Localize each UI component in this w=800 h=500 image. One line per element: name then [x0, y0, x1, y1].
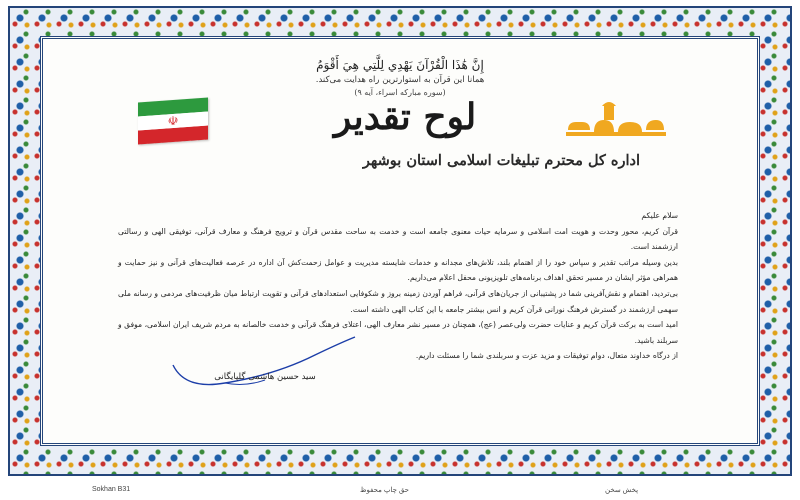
- verse-translation: همانا این قرآن به استوارترین راه هدایت می‌کند.: [315, 75, 485, 85]
- body-paragraph: بدین وسیله مراتب تقدیر و سپاس خود را از اهتمام بلند، تلاش‌های مجدانه و خدمات شایسته مدیریت و عوامل زحمت‌کش آن اداره در عرصه فعالیت‌های قرآنی و نیز حمایت و همراهی مؤثر ایشان در مسیر تحقق اهداف برنامه‌های تلویزیونی محفل اعلام می‌داریم.: [118, 257, 678, 283]
- footer-copyright: حق چاپ محفوظ: [360, 487, 410, 494]
- mosque-dome-logo-icon: [560, 100, 670, 142]
- addressee-line: اداره کل محترم تبلیغات اسلامی استان بوشهر: [362, 152, 640, 169]
- closing-line: از درگاه خداوند متعال، دوام توفیقات و مزید عزت و سربلندی شما را مسئلت داریم.: [415, 351, 678, 361]
- signer-name: سید حسین هاشمی گلپایگانی: [214, 372, 316, 382]
- body-paragraph: بی‌تردید، اهتمام و نقش‌آفرینی شما در پشتیبانی از جریان‌های قرآنی، فراهم آوردن زمینه بروز و شکوفایی استعدادهای قرآنی و تقویت ارتباط میان ظرفیت‌های مردمی و رسانه ملی سهمی ارزشمند در گسترش فرهنگ نورانی قرآن کریم و انس بیشتر جامعه با این کتاب الهی داشته است.: [118, 288, 678, 314]
- body-paragraph: امید است به برکت قرآن کریم و عنایات حضرت ولی‌عصر (عج)، همچنان در مسیر نشر معارف الهی، اعتلای فرهنگ قرآنی و خدمت خالصانه به مردم شریف ایران اسلامی، موفق و سربلند باشید.: [118, 320, 678, 345]
- iran-flag-icon: ☫: [138, 98, 208, 145]
- body-paragraph: قرآن کریم، محور وحدت و هویت امت اسلامی و سرمایه حیات معنوی جامعه است و خدمت به ساحت مقدس قرآن و ترویج فرهنگ و معارف قرآنی، توفیقی الهی و رسالتی ارزشمند است.: [118, 226, 678, 252]
- certificate-title: لوح تقدیر: [333, 96, 477, 138]
- verse-reference: (سوره مبارکه اسراء، آیه ۹): [354, 88, 446, 97]
- footer: [0, 486, 800, 500]
- quran-verse: إِنَّ هَٰذَا الْقُرْآنَ يَهْدِي لِلَّتِي هِيَ أَقْوَمُ: [316, 58, 484, 72]
- greeting: سلام علیکم: [641, 211, 678, 220]
- footer-code: Sokhan B31: [92, 486, 131, 493]
- footer-publisher: پخش سخن: [605, 487, 639, 494]
